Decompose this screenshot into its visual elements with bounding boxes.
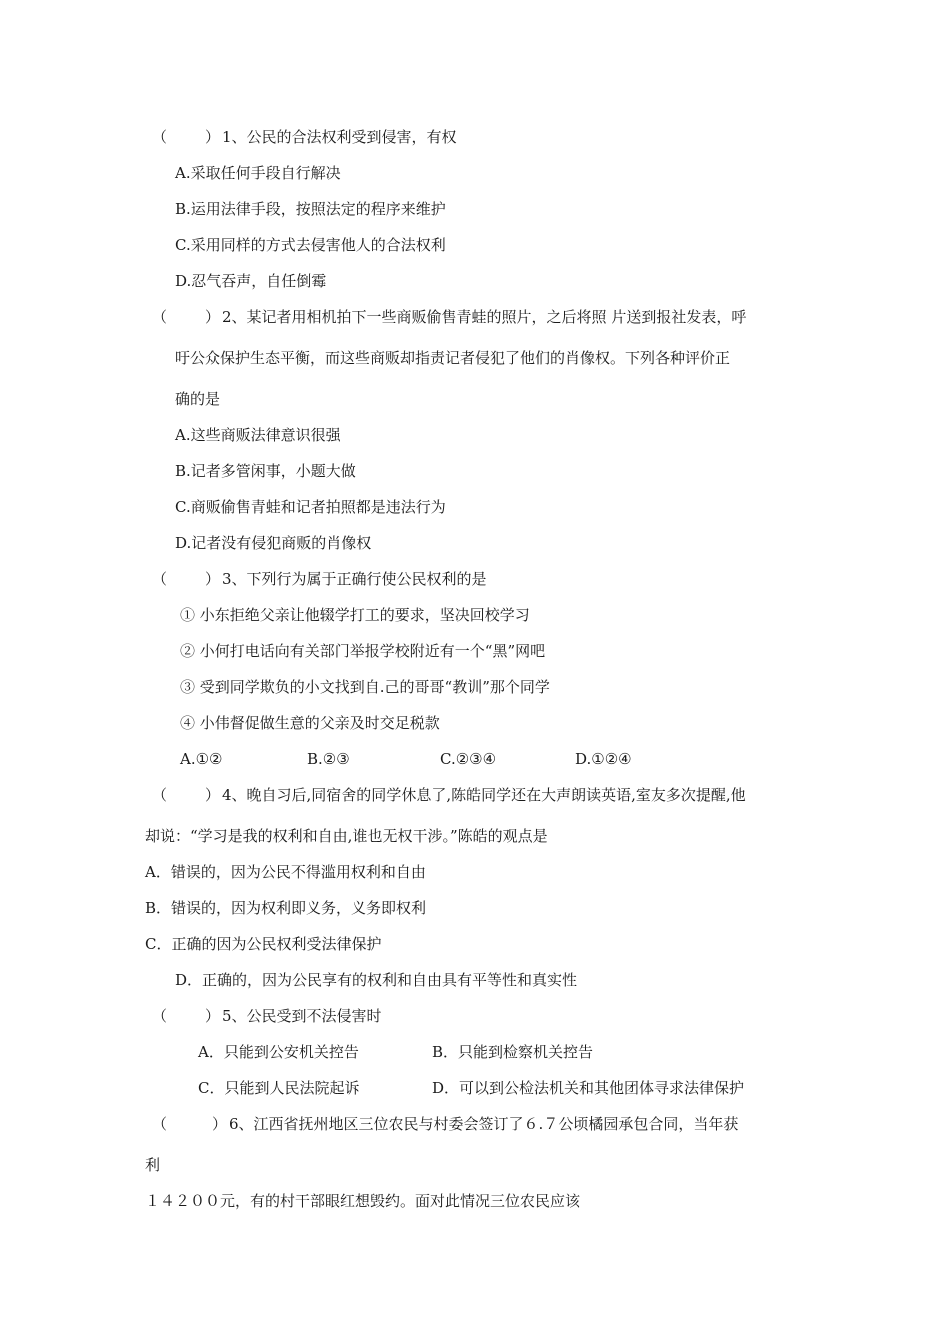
q5-stem: 5、公民受到不法侵害时 [222, 1007, 382, 1025]
q2-answer-paren-close: ） [205, 308, 221, 326]
q1-option-b: B.运用法律手段，按照法定的程序来维护 [175, 200, 446, 218]
q3-statement-2: ② 小何打电话向有关部门举报学校附近有一个“黑”网吧 [180, 642, 546, 660]
q4-stem-line-1: 4、晚自习后,同宿舍的同学休息了,陈皓同学还在大声朗读英语,室友多次提醒,他 [222, 786, 746, 804]
q1-answer-paren-close: ） [205, 128, 221, 146]
q4-stem-line-2: 却说：“学习是我的权利和自由,谁也无权干涉。”陈皓的观点是 [145, 827, 548, 845]
q5-answer-paren-open: （ [152, 1007, 168, 1025]
q3-option-b: B.②③ [307, 750, 350, 768]
q1-answer-paren-open: （ [152, 128, 168, 146]
q3-option-d: D.①②④ [575, 750, 632, 768]
q2-option-c: C.商贩偷售青蛙和记者拍照都是违法行为 [175, 498, 446, 516]
q3-statement-4: ④ 小伟督促做生意的父亲及时交足税款 [180, 714, 440, 732]
q2-option-d: D.记者没有侵犯商贩的肖像权 [175, 534, 372, 552]
q4-answer-paren-close: ） [205, 786, 221, 804]
q3-stem: 3、下列行为属于正确行使公民权利的是 [222, 570, 487, 588]
q6-stem-line-1: 6、江西省抚州地区三位农民与村委会签订了６.７公顷橘园承包合同，当年获 [229, 1115, 739, 1133]
q3-answer-paren-close: ） [205, 570, 221, 588]
q2-answer-paren-open: （ [152, 308, 168, 326]
q2-option-b: B.记者多管闲事，小题大做 [175, 462, 356, 480]
q4-option-d: D．正确的，因为公民享有的权利和自由具有平等性和真实性 [175, 971, 578, 989]
q1-option-c: C.采用同样的方式去侵害他人的合法权利 [175, 236, 446, 254]
q4-answer-paren-open: （ [152, 786, 168, 804]
q1-stem: 1、公民的合法权利受到侵害，有权 [222, 128, 457, 146]
q3-option-a: A.①② [180, 750, 223, 768]
q5-option-b: B．只能到检察机关控告 [432, 1043, 594, 1061]
q3-statement-3: ③ 受到同学欺负的小文找到自.己的哥哥“教训”那个同学 [180, 678, 550, 696]
q4-option-b: B．错误的，因为权利即义务，义务即权利 [145, 899, 427, 917]
q2-option-a: A.这些商贩法律意识很强 [175, 426, 341, 444]
q6-stem-line-3: １４２００元，有的村干部眼红想毁约。面对此情况三位农民应该 [145, 1192, 581, 1210]
q5-option-d: D．可以到公检法机关和其他团体寻求法律保护 [432, 1079, 745, 1097]
q4-option-a: A．错误的，因为公民不得滥用权利和自由 [145, 863, 426, 881]
q4-option-c: C．正确的因为公民权利受法律保护 [145, 935, 382, 953]
q1-option-a: A.采取任何手段自行解决 [175, 164, 341, 182]
q5-option-a: A．只能到公安机关控告 [198, 1043, 359, 1061]
q5-answer-paren-close: ） [205, 1007, 221, 1025]
q3-option-c: C.②③④ [440, 750, 497, 768]
q6-stem-line-2: 利 [145, 1156, 161, 1174]
q6-answer-paren-close: ） [212, 1115, 228, 1133]
q2-stem-line-3: 确的是 [175, 390, 221, 408]
q3-answer-paren-open: （ [152, 570, 168, 588]
q5-option-c: C．只能到人民法院起诉 [198, 1079, 360, 1097]
q2-stem-line-2: 吁公众保护生态平衡，而这些商贩却指责记者侵犯了他们的肖像权。下列各种评价正 [175, 349, 731, 367]
q1-option-d: D.忍气吞声，自任倒霉 [175, 272, 327, 290]
q2-stem-line-1: 2、某记者用相机拍下一些商贩偷售青蛙的照片，之后将照 片送到报社发表，呼 [222, 308, 747, 326]
q3-statement-1: ① 小东拒绝父亲让他辍学打工的要求，坚决回校学习 [180, 606, 530, 624]
q6-answer-paren-open: （ [152, 1115, 168, 1133]
